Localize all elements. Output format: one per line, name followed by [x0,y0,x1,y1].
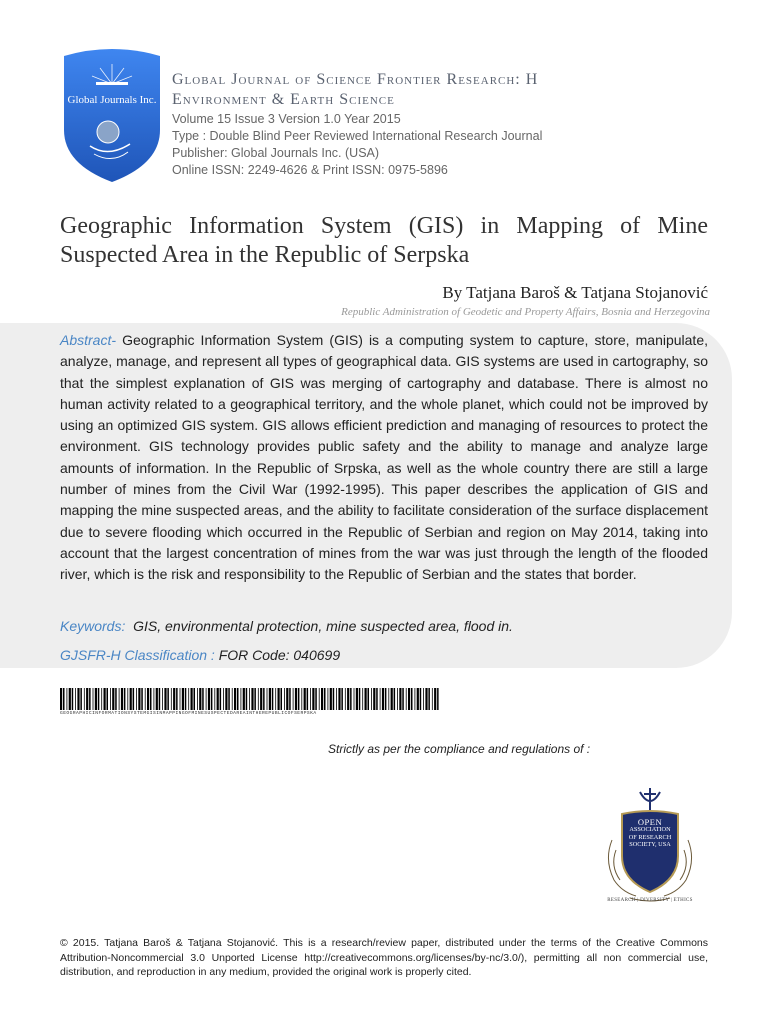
classification [60,647,340,663]
barcode-bar [237,688,239,710]
barcode-bar [423,688,424,710]
barcode-bar [368,688,370,710]
barcode-bar [67,688,68,710]
barcode-bar [385,688,387,710]
barcode-bar [185,688,187,710]
journal-title-line2: Environment & Earth Science [172,91,395,108]
barcode-bar [176,688,178,710]
barcode-bar [319,688,320,710]
barcode-bar [411,688,413,710]
oa-line1: OPEN [637,817,663,827]
barcode-bar [380,688,381,710]
barcode-bar [388,688,389,710]
barcode-bar [69,688,71,710]
barcode-bar [98,688,100,710]
barcode-bar [232,688,233,710]
barcode-bar [415,688,416,710]
global-journals-logo [60,46,164,184]
barcode-bar [162,688,163,710]
barcode-bar [315,688,317,710]
barcode-bar [324,688,326,710]
barcode-bar [173,688,175,710]
barcode-bar [167,688,169,710]
barcode-bar [402,688,404,710]
barcode-bar [420,688,422,710]
barcode-bar [101,688,102,710]
barcode-bar [356,688,358,710]
barcode-bar [354,688,355,710]
barcode-bar [397,688,398,710]
barcode-bar [307,688,309,710]
barcode-bar [399,688,401,710]
barcode-bar [260,688,262,710]
barcode-bar [263,688,265,710]
barcode-bar [228,688,230,710]
barcode-bar [301,688,302,710]
barcode-bar [338,688,340,710]
barcode-bar [246,688,248,710]
barcode-bar [138,688,140,710]
barcode-bar [269,688,271,710]
barcode-bar [214,688,215,710]
barcode-bar [284,688,285,710]
journal-title-line1: Global Journal of Science Frontier Research: H [172,71,539,88]
oa-tagline: RESEARCH | DIVERSITY | ETHICS [607,898,693,903]
keywords [60,618,513,634]
issn-info: Online ISSN: 2249-4626 & Print ISSN: 0975-5896 [172,163,448,177]
barcode-bar [281,688,283,710]
barcode-bar [119,688,120,710]
barcode-bar [432,688,433,710]
barcode-bar [223,688,224,710]
barcode-bar [77,688,79,710]
barcode-bar [310,688,311,710]
barcode-bar [434,688,436,710]
barcode-bar [145,688,146,710]
oa-line3: OF RESEARCH [628,833,672,841]
barcode-bar [243,688,245,710]
barcode-bar [321,688,323,710]
barcode-bar [171,688,172,710]
barcode-bar [107,688,109,710]
barcode-bar [376,688,378,710]
barcode-bar [191,688,193,710]
logo-label: Global Journals Inc. [67,94,157,106]
barcode-bar [208,688,210,710]
barcode-bar [336,688,337,710]
abstract-body: Geographic Information System (GIS) is a computing system to capture, store, manipulate, analyze, manage, and represent all types of geographical data. GIS systems are used in cartography, so that the simplest explanation of GIS was merging of cartography and database. There is almost no human activity related to a geographical territory, and the whole planet, which could not be improved by using an optimized GIS system. GIS allows efficient prediction and managing of resources to protect the environment. GIS technology provides public safety and the ability to manage and analyze large amounts of information. In the Republic of Srpska, as well as the whole country there are still a large number of mines from the Civil War (1992-1995). This paper describes the application of GIS and mapping the mine suspected areas, and the ability to facilitate consideration of the surface displacement due to severe flooding which occurred in the Republic of Serbian and region on May 2014, taking into account that the largest concentration of mines from the war was just through the length of the flooded river, which is the risk and responsibility to the Republic of Serbian and the states that border. [60,332,708,583]
barcode-bar [293,688,294,710]
barcode-bar [104,688,106,710]
barcode-bar [341,688,343,710]
barcode-bar [156,688,158,710]
barcode-bar [182,688,184,710]
type-info: Type : Double Blind Peer Reviewed International Research Journal [172,129,543,143]
keywords-label: Keywords: [60,618,126,634]
barcode-bar [93,688,94,710]
barcode-bar [391,688,393,710]
barcode-bar [141,688,143,710]
volume-info: Volume 15 Issue 3 Version 1.0 Year 2015 [172,112,401,126]
barcode-bar [267,688,268,710]
barcode-bar [278,688,280,710]
barcode-bar [164,688,166,710]
barcode-bar [60,688,62,710]
barcode-bar [202,688,204,710]
barcode-bar [225,688,227,710]
barcode-bar [115,688,117,710]
barcode-bar [180,688,181,710]
barcode-bar [365,688,367,710]
barcode-bar [304,688,306,710]
keywords-value: GIS, environmental protection, mine suspected area, flood in. [125,618,513,634]
publisher-info: Publisher: Global Journals Inc. (USA) [172,146,380,160]
barcode-bar [133,688,135,710]
barcode-bar [275,688,276,710]
barcode-caption: GEOGRAPHICINFORMATIONSYSTEMGISINMAPPINGOFMINESUSPECTEDAREAINTHEREPUBLICOFSERPSKA [60,711,317,716]
barcode-bar [110,688,111,710]
barcode-bar [194,688,196,710]
classification-label: GJSFR-H Classification : [60,647,219,663]
barcode-bar [417,688,419,710]
barcode-bar [295,688,297,710]
oa-line4: SOCIETY, USA [629,841,671,849]
barcode-bar [86,688,88,710]
barcode [60,688,440,712]
barcode-bar [127,688,128,710]
barcode-bar [373,688,375,710]
barcode-bar [408,688,410,710]
barcode-bar [241,688,242,710]
barcode-bar [272,688,274,710]
barcode-bar [371,688,372,710]
barcode-bar [188,688,189,710]
abstract-label: Abstract- [60,332,117,348]
barcode-bar [89,688,91,710]
author-affiliation: Republic Administration of Geodetic and Property Affairs, Bosnia and Herzegovina [341,306,710,318]
barcode-bar [150,688,152,710]
barcode-bar [312,688,314,710]
barcode-bar [362,688,363,710]
barcode-bar [286,688,288,710]
barcode-bar [199,688,201,710]
abstract [60,330,708,586]
oa-line2: ASSOCIATION [629,826,671,834]
barcode-bar [254,688,256,710]
barcode-bar [80,688,82,710]
barcode-bar [136,688,137,710]
barcode-bar [437,688,439,710]
barcode-bar [406,688,407,710]
barcode-bar [95,688,97,710]
barcode-bar [154,688,155,710]
barcode-bar [63,688,65,710]
barcode-bar [258,688,259,710]
barcode-bar [347,688,349,710]
barcode-bar [159,688,161,710]
barcode-bar [130,688,132,710]
barcode-bar [84,688,85,710]
classification-value: FOR Code: 040699 [218,647,341,663]
barcode-bar [249,688,250,710]
paper-title: Geographic Information System (GIS) in Mapping of Mine Suspected Area in the Republic of Serpska [60,213,708,268]
barcode-bar [330,688,332,710]
paper-authors: By Tatjana Baroš & Tatjana Stojanović [442,283,708,302]
barcode-bar [72,688,74,710]
barcode-bar [298,688,300,710]
barcode-bar [350,688,352,710]
barcode-bar [394,688,396,710]
open-association-text [618,819,682,849]
barcode-bar [345,688,346,710]
barcode-bar [234,688,236,710]
barcode-bar [211,688,213,710]
barcode-bar [147,688,149,710]
barcode-bar [75,688,76,710]
barcode-bar [197,688,198,710]
barcode-bar [428,688,430,710]
barcode-bar [206,688,207,710]
barcode-bar [425,688,427,710]
barcode-bar [112,688,114,710]
barcode-bar [124,688,126,710]
barcode-bar [359,688,361,710]
journal-header [172,70,732,179]
barcode-bar [220,688,222,710]
compliance-note: Strictly as per the compliance and regulations of : [328,742,591,756]
barcode-bar [217,688,219,710]
barcode-bar [333,688,335,710]
barcode-bar [121,688,123,710]
copyright-notice: © 2015. Tatjana Baroš & Tatjana Stojanović. This is a research/review paper, distributed under the terms of the Creative Commons Attribution-Noncommercial 3.0 Unported License http://creativecommons.org/licenses/by-nc/3.0/), permitting all non commercial use, distribution, and reproduction in any medium, provided the original work is properly cited. [60,937,708,978]
barcode-bar [251,688,253,710]
barcode-bar [328,688,329,710]
barcode-bar [382,688,384,710]
barcode-bar [289,688,291,710]
